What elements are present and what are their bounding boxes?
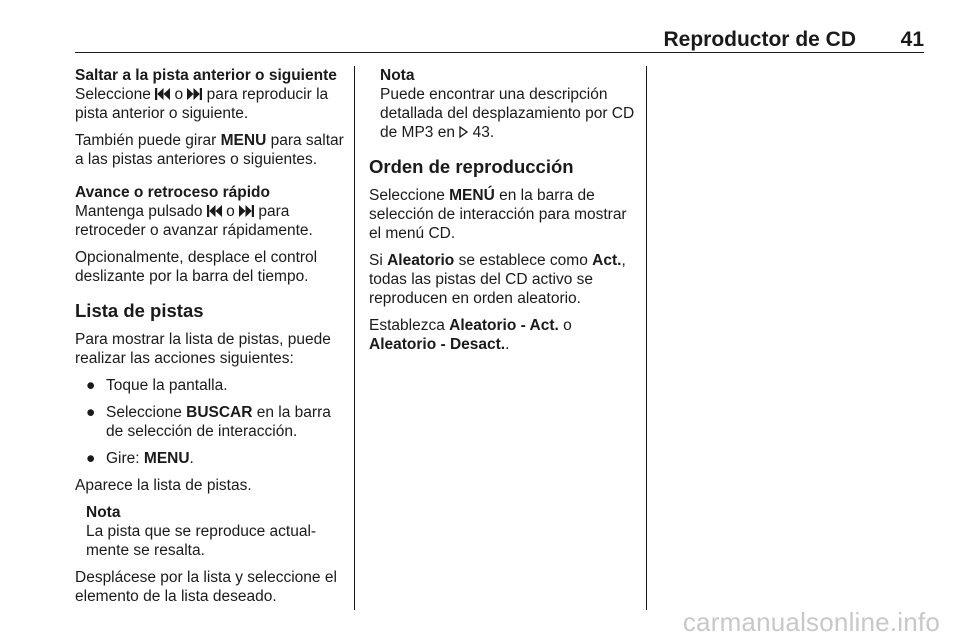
middle-column [369, 66, 637, 362]
column-divider [646, 66, 647, 610]
note-text: Puede encontrar una descripción detallada del desplazamiento por CD de MP3 en 43. [380, 86, 635, 141]
header-divider [75, 52, 924, 53]
skip-previous-icon [155, 88, 170, 100]
note-box [75, 503, 345, 560]
paragraph: Seleccione o para reproducir la pista anterior o siguiente. [75, 86, 329, 122]
subsection-heading: Saltar a la pista anterior o siguiente [75, 67, 337, 84]
bullet-list [75, 376, 345, 468]
watermark: carmanualsonline.info [682, 607, 940, 637]
note-title: Nota [380, 67, 415, 84]
column-divider [354, 66, 355, 610]
bullet-icon: ● [86, 404, 96, 421]
paragraph: Establezca Aleatorio - Act. o Aleatorio - Desact.. [369, 317, 572, 353]
note-text: La pista que se reproduce actual-mente se resalta. [86, 523, 317, 559]
list-item: ● Toque la pantalla. [86, 377, 228, 394]
skip-next-icon [187, 88, 202, 100]
paragraph: Desplácese por la lista y seleccione el elemento de la lista deseado. [75, 569, 337, 605]
list-item: ● Gire: MENU. [86, 450, 194, 467]
subsection-heading: Avance o retroceso rápido [75, 184, 270, 201]
paragraph: Aparece la lista de pistas. [75, 477, 252, 494]
paragraph: Mantenga pulsado o para retroceder o avanzar rápidamente. [75, 203, 313, 239]
paragraph: Opcionalmente, desplace el control deslizante por la barra del tiempo. [75, 249, 318, 285]
page-number: 41 [900, 28, 924, 51]
page-reference-arrow-icon [459, 126, 468, 138]
skip-previous-icon [207, 205, 222, 217]
note-title: Nota [86, 504, 121, 521]
note-box [369, 66, 637, 142]
page-header [75, 22, 924, 52]
section-title: Orden de reproducción [369, 156, 574, 177]
list-item: ● Seleccione BUSCAR en la barra de selección de interacción. [86, 404, 331, 440]
left-column [75, 66, 345, 614]
paragraph: Si Aleatorio se establece como Act., todas las pistas del CD activo se reproducen en orden aleatorio. [369, 252, 626, 307]
bullet-icon: ● [86, 450, 96, 467]
bullet-icon: ● [86, 377, 96, 394]
page-section-title: Reproductor de CD [663, 28, 856, 51]
skip-next-icon [239, 205, 254, 217]
paragraph: Seleccione MENÚ en la barra de selección de interacción para mostrar el menú CD. [369, 187, 627, 242]
section-title: Lista de pistas [75, 300, 204, 321]
paragraph: Para mostrar la lista de pistas, puede realizar las acciones siguientes: [75, 331, 331, 367]
paragraph: También puede girar MENU para saltar a las pistas anteriores o siguientes. [75, 132, 344, 168]
